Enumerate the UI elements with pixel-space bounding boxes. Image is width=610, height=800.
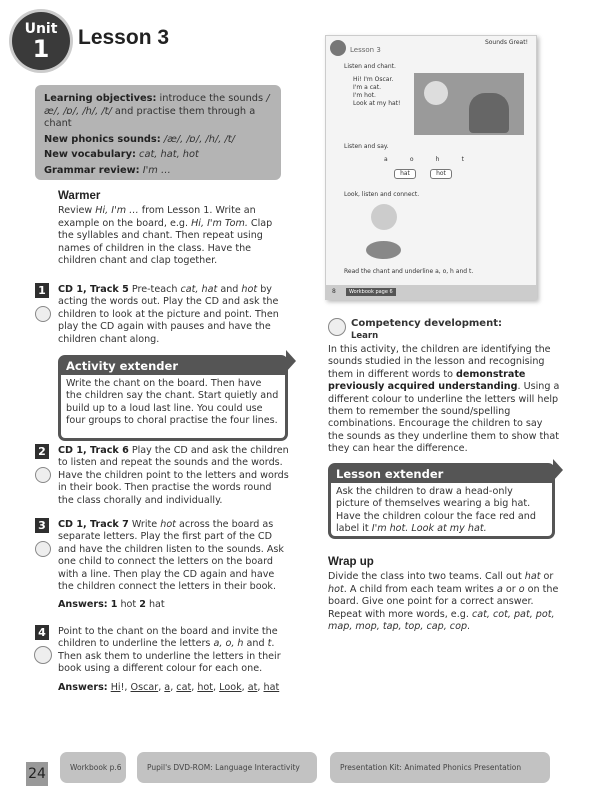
activity-extender-box: Activity extender Write the chant on the board. Then have the children say the chant. Start quietly and build up to a loud last line. You could use four groups to choral practise the four lines. [58, 355, 288, 441]
competency-heading: Competency development: Learn [351, 318, 502, 341]
competency-icon [34, 646, 52, 664]
unit-badge [330, 40, 346, 56]
footer-link-workbook: Workbook p.6 [60, 752, 126, 783]
arrow-icon [286, 350, 296, 372]
activity-4: Point to the chant on the board and invite the children to underline the letters a, o, h and t. Then ask them to underline the letters in their book using a different colour for each one. Answers: Hi!, Oscar, a, cat, hot, Look, at, hat [58, 626, 281, 693]
warmer-section [58, 190, 290, 267]
lesson-extender-box: Lesson extender Ask the children to draw a head-only picture of themselves wearing a big hat. Have the children colour the face red and label it I'm hot. Look at my hat. [328, 463, 555, 539]
warmer-text: Review Hi, I'm … from Lesson 1. Write an example on the board, e.g. Hi, I'm Tom. Clap the syllables and chant. Then repeat using names of children in the class. Have the children chant and clap together. [58, 205, 273, 267]
arrow-icon [553, 459, 563, 481]
activity-number: 2 [35, 444, 49, 459]
activity-1: CD 1, Track 5 Pre-teach cat, hat and hot by acting the words out. Play the CD and ask the children to look at the picture and point. Then play the CD again with pauses and have the children chant along. [58, 284, 279, 345]
hat-picture [366, 241, 401, 259]
activity-number: 1 [35, 283, 49, 298]
page-number: 24 [26, 762, 48, 786]
pupil-book-page-image: Sounds Great! Lesson 3 Listen and chant. Hi! I'm Oscar. I'm a cat. I'm hot. Look at my hat! Listen and say. a o h t hat hot Look, listen and connect. Read the chant and underline a, o, h and t. 8 Workbook page 6 [325, 35, 537, 300]
activity-number: 3 [35, 518, 49, 533]
competency-icon [328, 318, 346, 336]
cd-icon [35, 467, 51, 483]
cat-picture [414, 73, 524, 135]
page-title: Lesson 3 [78, 26, 170, 49]
cd-icon [35, 306, 51, 322]
cd-icon [35, 541, 51, 557]
footer-link-presentation-kit: Presentation Kit: Animated Phonics Presentation [330, 752, 550, 783]
wrap-up-section: Wrap up Divide the class into two teams. Call out hat or hot. A child from each team writes a or o on the board. Give one point for a correct answer. Repeat with more words, e.g. cat, cot, pat, pot, map, mop, tap, top, cap, cop. [328, 556, 559, 633]
activity-3: CD 1, Track 7 Write hot across the board as separate letters. Play the first part of the CD and have the children listen to the sounds. Ask one child to connect the letters on the board with a line. Then play the CD again and have the children connect the letters in their book. Answers: 1 hot 2 hat [58, 519, 284, 611]
activity-number: 4 [35, 625, 49, 640]
sun-picture [371, 204, 397, 230]
activity-2: CD 1, Track 6 Play the CD and ask the children to listen and repeat the sounds and the words. Have the children point to the letters and words in their book. Then practise the words round the class chorally and individually. [58, 445, 289, 506]
chant: Hi! I'm Oscar. I'm a cat. I'm hot. Look at my hat! [353, 76, 401, 107]
unit-badge: Unit 1 [12, 12, 70, 70]
competency-text: In this activity, the children are identifying the sounds studied in the lesson and recognising them in different words to demonstrate previously acquired understanding. Using a different colour to underline the letters will help them to remember the sound/spelling combinations. Encourage the children to say the sounds as they underline them to show that they can hear the difference. [328, 344, 560, 455]
section-heading: Warmer [58, 190, 101, 202]
objectives-box: Learning objectives: introduce the sounds /æ/, /ɒ/, /h/, /t/ and practise them through a chant New phonics sounds: /æ/, /ɒ/, /h/, /t/ New vocabulary: cat, hat, hot Grammar review: I'm … [35, 85, 281, 180]
footer-link-dvd-rom: Pupil's DVD-ROM: Language Interactivity [137, 752, 317, 783]
